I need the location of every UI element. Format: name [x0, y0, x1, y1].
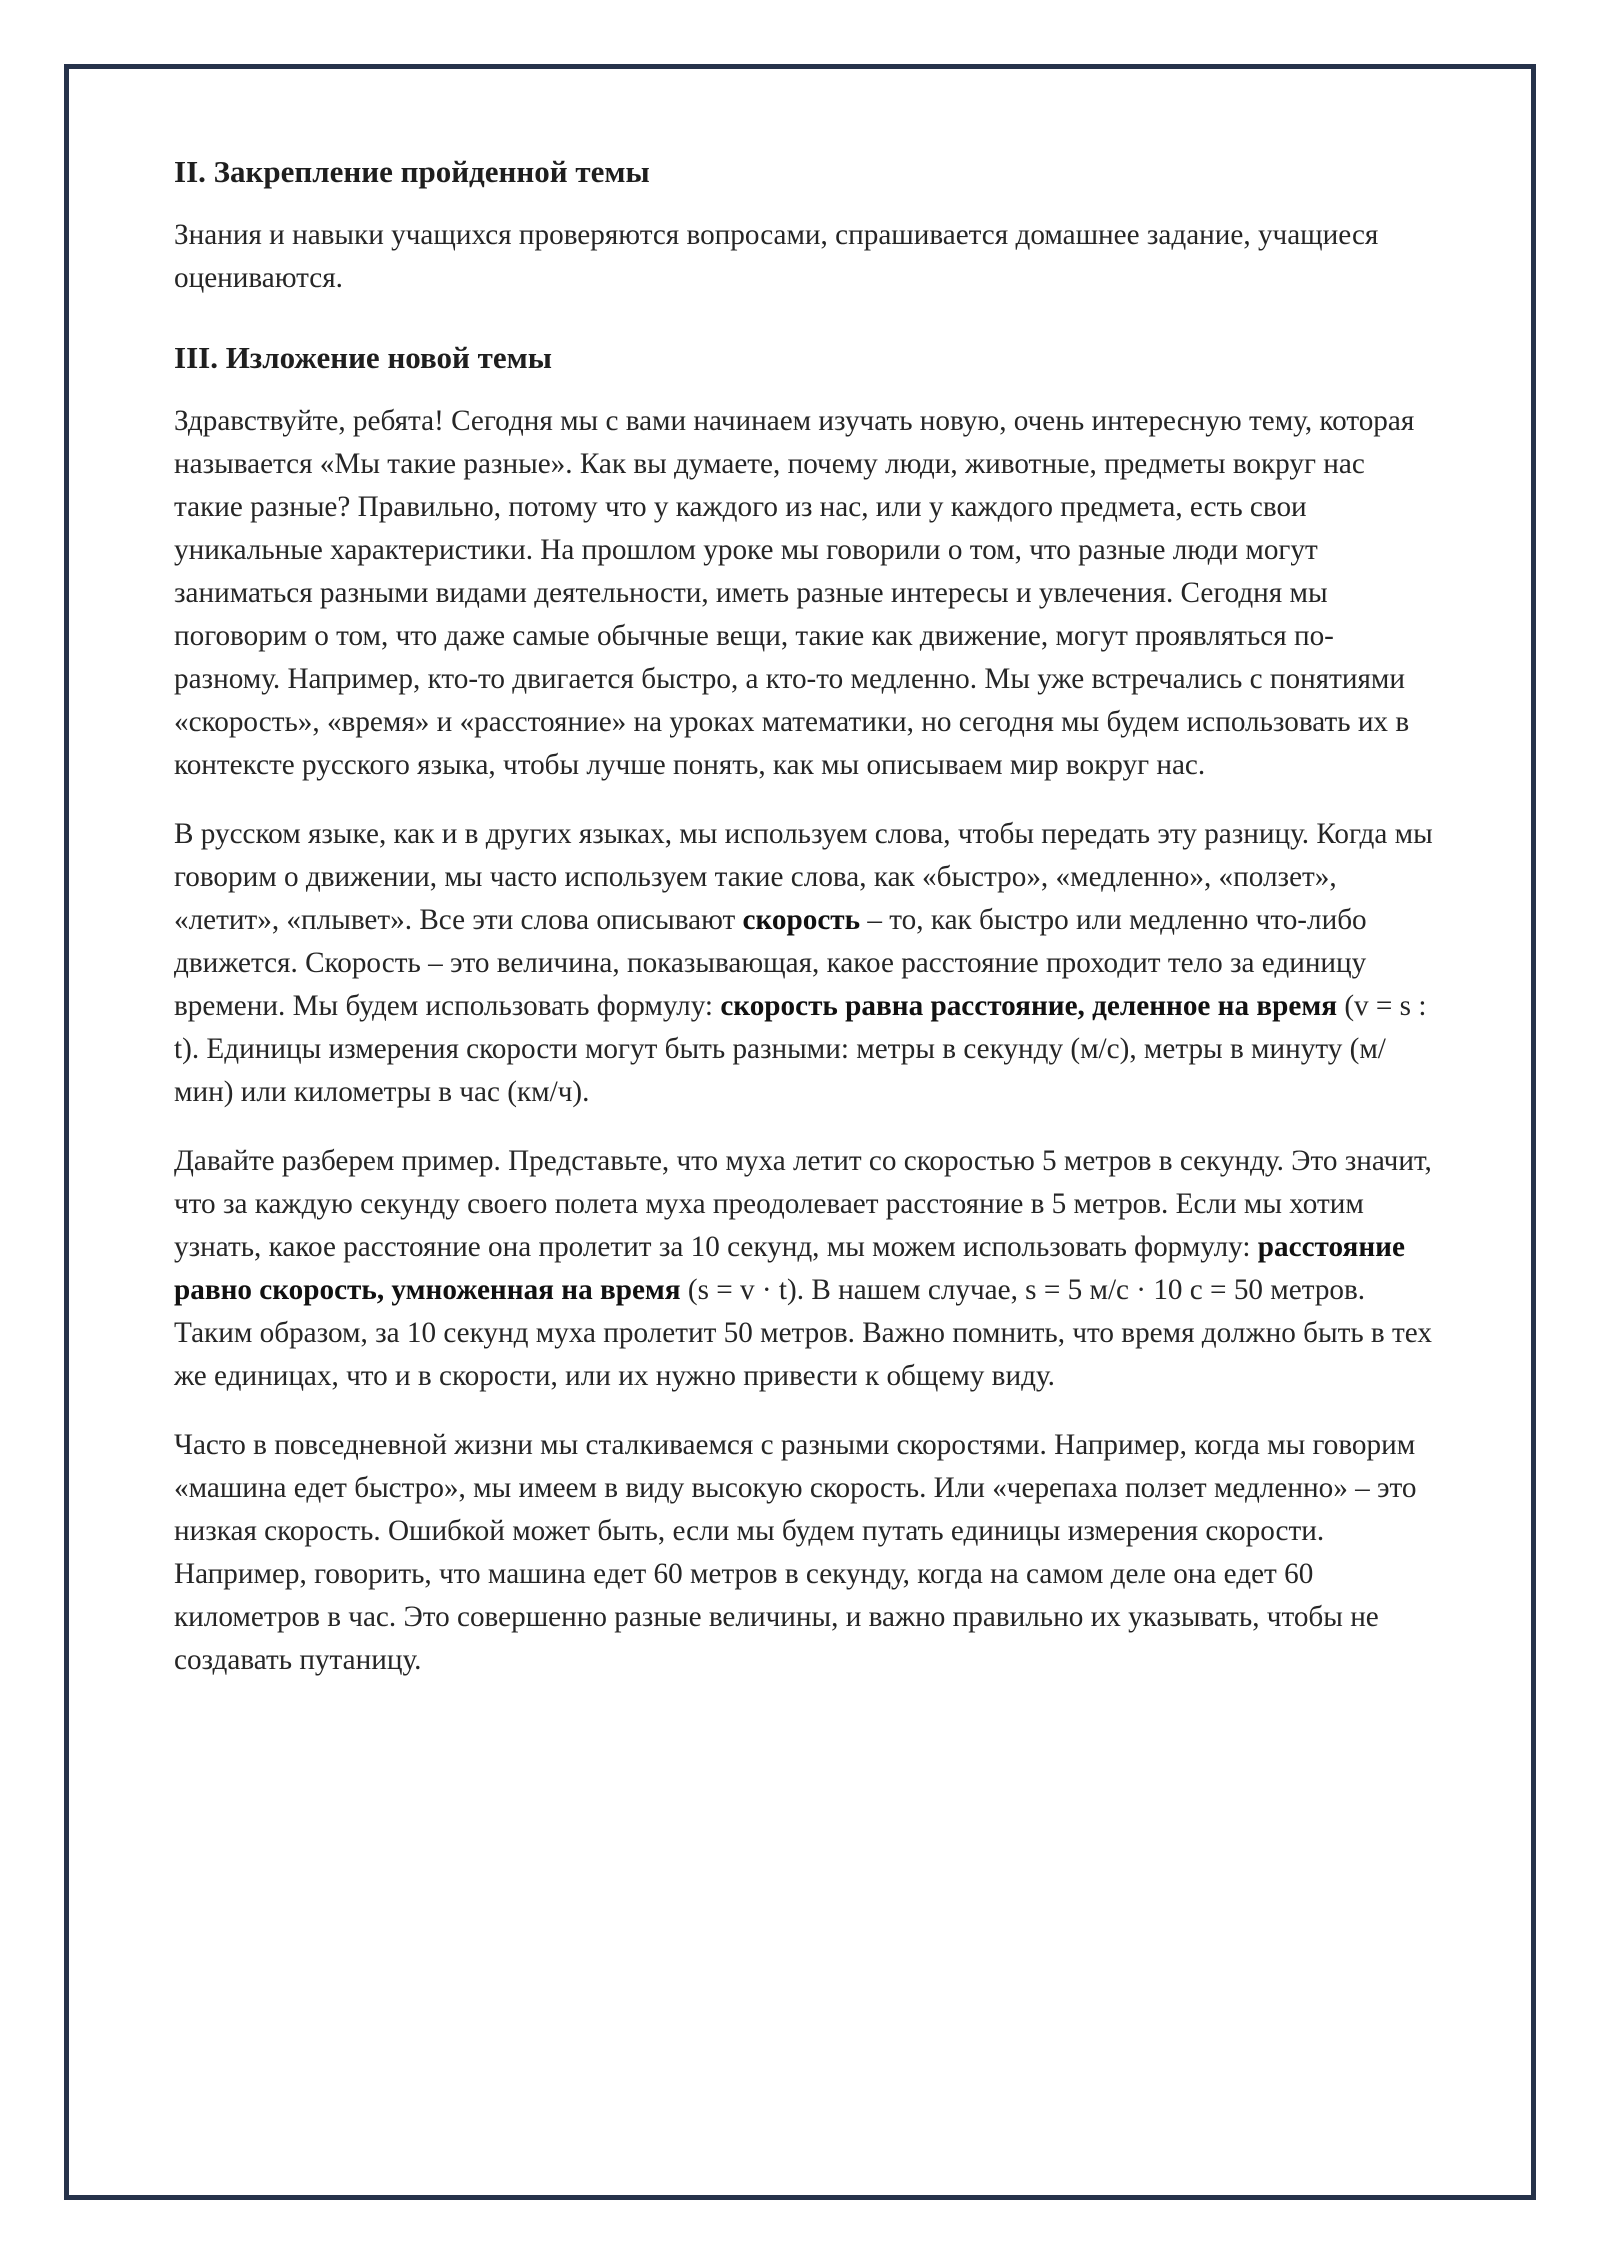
paragraph-everyday-speeds: Часто в повседневной жизни мы сталкиваемся с разными скоростями. Например, когда мы говорим «машина едет быстро», мы имеем в виду высокую скорость. Или «черепаха ползет медленно» – это низкая скорость. Ошибкой может быть, если мы будем путать единицы измерения скорости. Например, говорить, что машина едет 60 метров в секунду, когда на самом деле она едет 60 километров в час. Это совершенно разные величины, и важно правильно их указывать, чтобы не создавать путаницу.: [174, 1429, 1417, 1676]
paragraph-intro: Здравствуйте, ребята! Сегодня мы с вами начинаем изучать новую, очень интересную тему, которая называется «Мы такие разные». Как вы думаете, почему люди, животные, предметы вокруг нас такие разные? Правильно, потому что у каждого из нас, или у каждого предмета, есть свои уникальные характеристики. На прошлом уроке мы говорили о том, что разные люди могут заниматься разными видами деятельности, иметь разные интересы и увлечения. Сегодня мы поговорим о том, что даже самые обычные вещи, такие как движение, могут проявляться по-разному. Например, кто-то двигается быстро, а кто-то медленно. Мы уже встречались с понятиями «скорость», «время» и «расстояние» на уроках математики, но сегодня мы будем использовать их в контексте русского языка, чтобы лучше понять, как мы описываем мир вокруг нас.: [174, 405, 1415, 781]
section-heading-consolidation: II. Закрепление пройденной темы: [174, 154, 650, 189]
bold-term-speed: скорость: [742, 904, 861, 936]
paragraph-fly-example: [174, 1140, 1436, 1398]
text-run: – то, как быстро или медленно что-либо движется. Скорость – это величина, показывающая, какое расстояние проходит тело за единицу времени. Мы будем использовать формулу:: [174, 904, 1367, 1022]
paragraph-consolidation: Знания и навыки учащихся проверяются вопросами, спрашивается домашнее задание, учащиеся оцениваются.: [174, 219, 1379, 294]
bold-formula-speed: скорость равна расстояние, деленное на время: [720, 990, 1338, 1022]
text-run: В русском языке, как и в других языках, мы используем слова, чтобы передать эту разницу. Когда мы говорим о движении, мы часто используем такие слова, как «быстро», «медленно», «ползет», «летит», «плывет». Все эти слова описывают: [174, 818, 1433, 936]
bold-formula-distance: расстояние равно скорость, умноженная на время: [174, 1231, 1405, 1306]
section-heading-new-topic: III. Изложение новой темы: [174, 340, 552, 375]
text-run: (v = s : t). Единицы измерения скорости могут быть разными: метры в секунду (м/с), метры в минуту (м/мин) или километры в час (км/ч).: [174, 990, 1427, 1108]
paragraph-speed-definition: [174, 813, 1436, 1114]
text-run: Давайте разберем пример. Представьте, что муха летит со скоростью 5 метров в секунду. Это значит, что за каждую секунду своего полета муха преодолевает расстояние в 5 метров. Если мы хотим узнать, какое расстояние она пролетит за 10 секунд, мы можем использовать формулу:: [174, 1145, 1432, 1263]
document-body: [174, 152, 1436, 1682]
text-run: (s = v · t). В нашем случае, s = 5 м/с · 10 с = 50 метров. Таким образом, за 10 секунд муха пролетит 50 метров. Важно помнить, что время должно быть в тех же единицах, что и в скорости, или их нужно привести к общему виду.: [174, 1274, 1432, 1392]
